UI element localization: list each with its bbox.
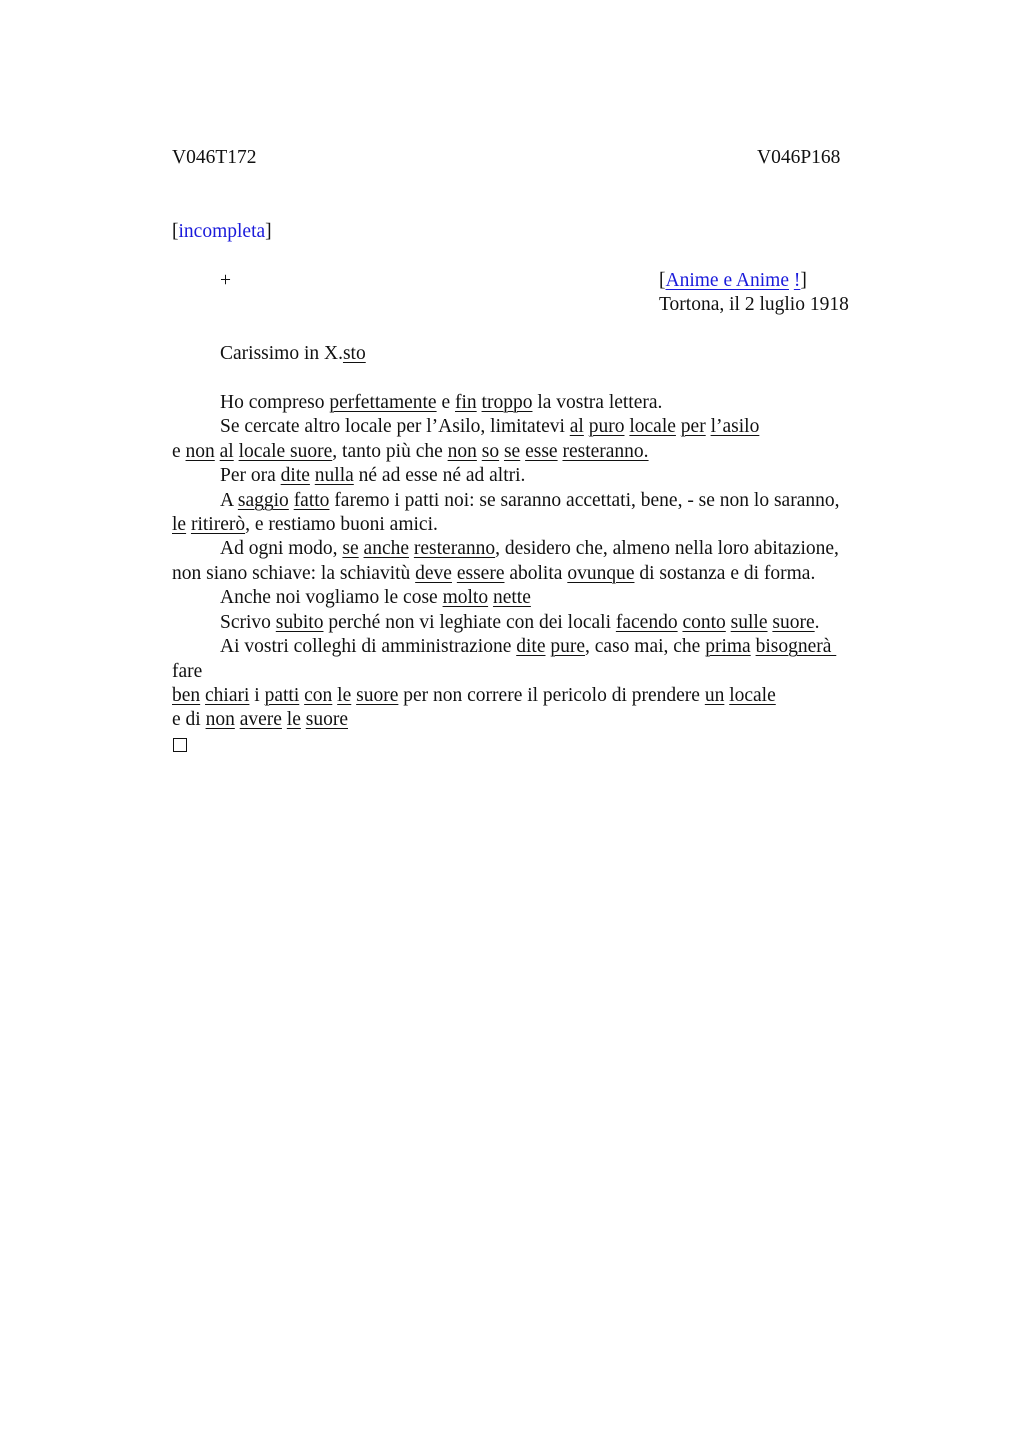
- underlined-word: non: [447, 441, 477, 462]
- underlined-word: per: [680, 416, 706, 437]
- underlined-word: un: [704, 685, 725, 706]
- text-fragment: non siano schiave: la schiavitù: [172, 563, 416, 584]
- underlined-word: facendo: [615, 612, 678, 633]
- bracket-close: ]: [265, 221, 272, 242]
- text-fragment: la vostra lettera.: [532, 392, 663, 413]
- underlined-word: al: [219, 441, 234, 462]
- text-fragment: , tanto più che: [332, 441, 448, 462]
- text-fragment: per non correre il pericolo di prendere: [398, 685, 705, 706]
- underlined-word: sulle: [730, 612, 768, 633]
- body-line: [220, 391, 662, 415]
- underlined-word: molto: [442, 587, 489, 608]
- underlined-word: non: [185, 441, 215, 462]
- body-line: [220, 635, 836, 659]
- body-line: [172, 513, 438, 537]
- body-line: [172, 684, 776, 708]
- body-line: [220, 611, 820, 635]
- underlined-word: nette: [492, 587, 531, 608]
- underlined-word: resteranno: [413, 538, 496, 559]
- underlined-word: subito: [275, 612, 324, 633]
- end-square-icon: [173, 738, 187, 752]
- body-line: [172, 562, 815, 586]
- underlined-word: pure: [550, 636, 586, 657]
- text-fragment: e: [172, 441, 186, 462]
- underlined-word: esse: [525, 441, 558, 462]
- text-fragment: Per ora: [220, 465, 281, 486]
- underlined-word: avere: [239, 709, 282, 730]
- underlined-word: le: [337, 685, 352, 706]
- text-fragment: Ad ogni modo,: [220, 538, 343, 559]
- underlined-word: suore: [356, 685, 399, 706]
- place-date: Tortona, il 2 luglio 1918: [659, 294, 849, 315]
- bracket-open: [: [659, 270, 666, 291]
- title-reference: [659, 269, 807, 293]
- text-fragment: Carissimo in X.: [220, 343, 343, 364]
- underlined-word: locale: [729, 685, 776, 706]
- underlined-word: con: [304, 685, 333, 706]
- body-line: [172, 708, 348, 732]
- underlined-word: ritirerò: [190, 514, 246, 535]
- bracket-close: ]: [800, 270, 807, 291]
- underlined-word: so: [481, 441, 500, 462]
- text-fragment: Ai vostri colleghi di amministrazione: [220, 636, 517, 657]
- underlined-word: perfettamente: [329, 392, 437, 413]
- underlined-word: l’asilo: [710, 416, 760, 437]
- cross-mark: +: [220, 270, 231, 291]
- text-fragment: , desidero che, almeno nella loro abitazione,: [495, 538, 839, 559]
- underlined-word: essere: [456, 563, 505, 584]
- text-fragment: abolita: [504, 563, 568, 584]
- body-line: [220, 586, 531, 610]
- text-fragment: Scrivo: [220, 612, 276, 633]
- text-fragment: , caso mai, che: [585, 636, 706, 657]
- underlined-word: deve: [415, 563, 452, 584]
- underlined-word: troppo: [481, 392, 533, 413]
- text-fragment: faremo i patti noi: se saranno accettati, bene, - se non lo saranno,: [329, 490, 840, 511]
- underlined-word: sto: [342, 343, 366, 364]
- text-fragment: perché non vi leghiate con dei locali: [323, 612, 616, 633]
- underlined-word: le: [286, 709, 301, 730]
- underlined-word: saggio: [237, 490, 289, 511]
- exclamation-link[interactable]: !: [793, 270, 801, 291]
- text-fragment: e: [436, 392, 455, 413]
- text-fragment: Anche noi vogliamo le cose: [220, 587, 443, 608]
- body-line: [220, 537, 839, 561]
- incomplete-link[interactable]: incompleta: [178, 221, 266, 242]
- underlined-word: fin: [455, 392, 477, 413]
- body-line: fare: [172, 661, 203, 682]
- anime-e-anime-link[interactable]: Anime e Anime: [665, 270, 789, 291]
- underlined-word: locale: [629, 416, 676, 437]
- underlined-word: bisognerà: [755, 636, 837, 657]
- underlined-word: conto: [682, 612, 726, 633]
- underlined-word: puro: [588, 416, 625, 437]
- salutation: [220, 342, 366, 366]
- text-fragment: né ad esse né ad altri.: [353, 465, 526, 486]
- underlined-word: nulla: [314, 465, 354, 486]
- underlined-word: prima: [705, 636, 751, 657]
- text-fragment: di sostanza e di forma.: [634, 563, 816, 584]
- text-fragment: Se cercate altro locale per l’Asilo, limitatevi: [220, 416, 570, 437]
- underlined-word: se: [503, 441, 521, 462]
- text-fragment: .: [814, 612, 820, 633]
- underlined-word: patti: [264, 685, 300, 706]
- bracket-open: [: [172, 221, 179, 242]
- underlined-word: le: [172, 514, 187, 535]
- status-note: [172, 220, 272, 244]
- underlined-word: resteranno.: [562, 441, 649, 462]
- underlined-word: suore: [772, 612, 815, 633]
- underlined-word: ben: [172, 685, 201, 706]
- underlined-word: fatto: [293, 490, 330, 511]
- document-code-right: V046P168: [757, 147, 841, 168]
- underlined-word: chiari: [205, 685, 250, 706]
- body-line: [220, 464, 525, 488]
- underlined-word: suore: [305, 709, 348, 730]
- underlined-word: se: [342, 538, 359, 559]
- document-code-left: V046T172: [172, 147, 257, 168]
- underlined-word: locale suore: [238, 441, 333, 462]
- text-fragment: e di: [172, 709, 206, 730]
- text-fragment: , e restiamo buoni amici.: [245, 514, 438, 535]
- underlined-word: dite: [280, 465, 310, 486]
- body-line: [220, 415, 759, 439]
- text-fragment: A: [220, 490, 238, 511]
- underlined-word: al: [569, 416, 584, 437]
- text-fragment: i: [249, 685, 265, 706]
- underlined-word: ovunque: [567, 563, 635, 584]
- underlined-word: non: [205, 709, 235, 730]
- text-fragment: Ho compreso: [220, 392, 330, 413]
- body-line: [172, 440, 649, 464]
- underlined-word: dite: [516, 636, 546, 657]
- underlined-word: anche: [363, 538, 410, 559]
- body-line: [220, 489, 840, 513]
